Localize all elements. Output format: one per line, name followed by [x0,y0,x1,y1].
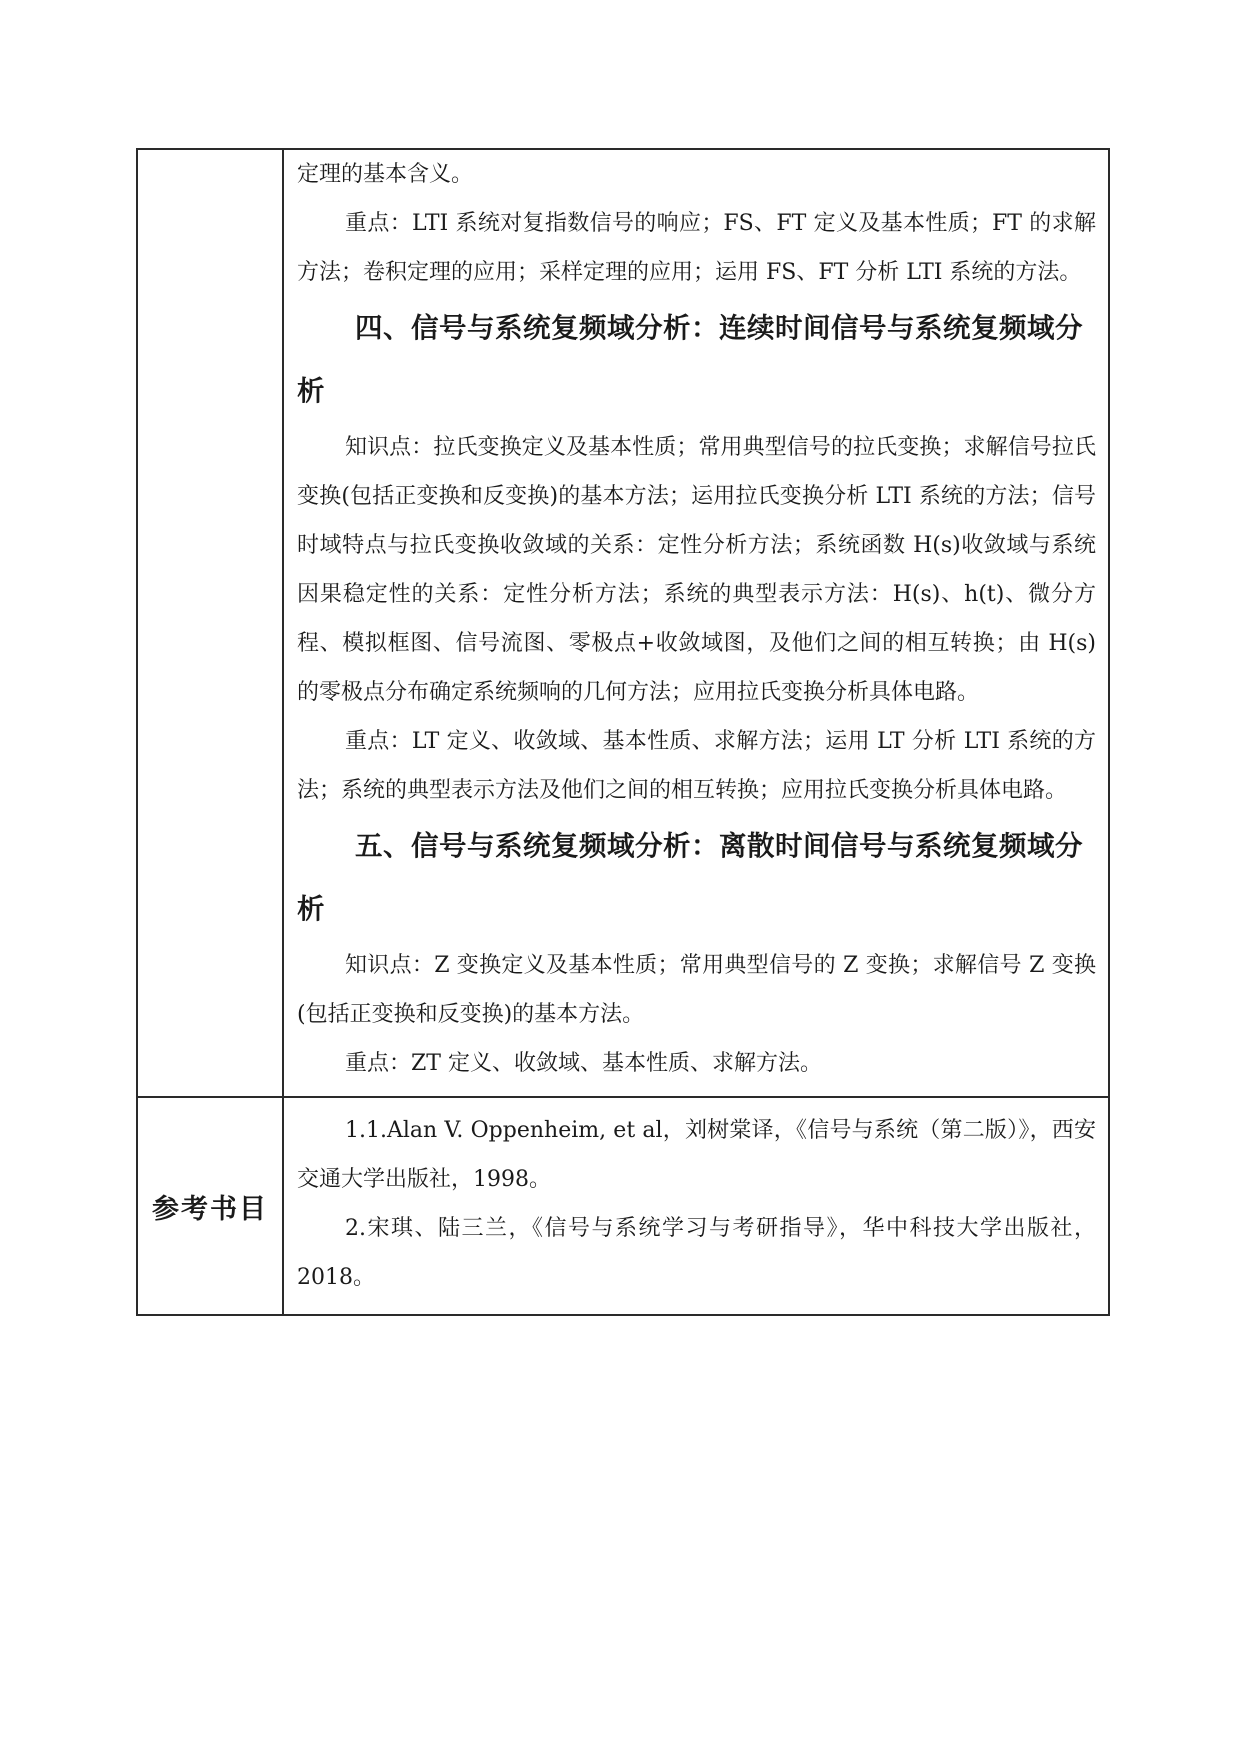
content-cell [283,149,1109,1097]
section-5-knowledge: 知识点：Z 变换定义及基本性质；常用典型信号的 Z 变换；求解信号 Z 变换(包括正变换和反变换)的基本方法。 [297,953,1096,1027]
section-4-knowledge: 知识点：拉氏变换定义及基本性质；常用典型信号的拉氏变换；求解信号拉氏变换(包括正变换和反变换)的基本方法；运用拉氏变换分析 LTI 系统的方法；信号时域特点与拉氏变换收敛域的关系：定性分析方法；系统函数 H(s)收敛域与系统因果稳定性的关系：定性分析方法；系统的典型表示方法：H(s)、h(t)、微分方程、模拟框图、信号流图、零极点+收敛域图，及他们之间的相互转换；由 H(s)的零极点分布确定系统频响的几何方法；应用拉氏变换分析具体电路。 [297,435,1096,705]
section-5-heading: 五、信号与系统复频域分析：离散时间信号与系统复频域分析 [297,830,1083,925]
section-5-key-points: 重点：ZT 定义、收敛域、基本性质、求解方法。 [345,1051,822,1076]
section-4-heading: 四、信号与系统复频域分析：连续时间信号与系统复频域分析 [297,312,1083,407]
content-label-cell [137,149,283,1097]
references-label-cell [137,1097,283,1315]
references-row [137,1097,1109,1315]
content-row [137,149,1109,1097]
references-cell [283,1097,1109,1315]
reference-item: 2.宋琪、陆三兰，《信号与系统学习与考研指导》，华中科技大学出版社，2018。 [297,1216,1096,1290]
reference-item: 1.1.Alan V. Oppenheim, et al，刘树棠译，《信号与系统（第二版）》，西安交通大学出版社，1998。 [297,1118,1096,1192]
continuation-text: 定理的基本含义。 [297,162,474,187]
key-points-section-3: 重点：LTI 系统对复指数信号的响应；FS、FT 定义及基本性质；FT 的求解方法；卷积定理的应用；采样定理的应用；运用 FS、FT 分析 LTI 系统的方法。 [297,211,1096,285]
references-label: 参考书目 [152,1193,268,1225]
syllabus-table [136,148,1110,1316]
section-4-key-points: 重点：LT 定义、收敛域、基本性质、求解方法；运用 LT 分析 LTI 系统的方法；系统的典型表示方法及他们之间的相互转换；应用拉氏变换分析具体电路。 [297,729,1096,803]
